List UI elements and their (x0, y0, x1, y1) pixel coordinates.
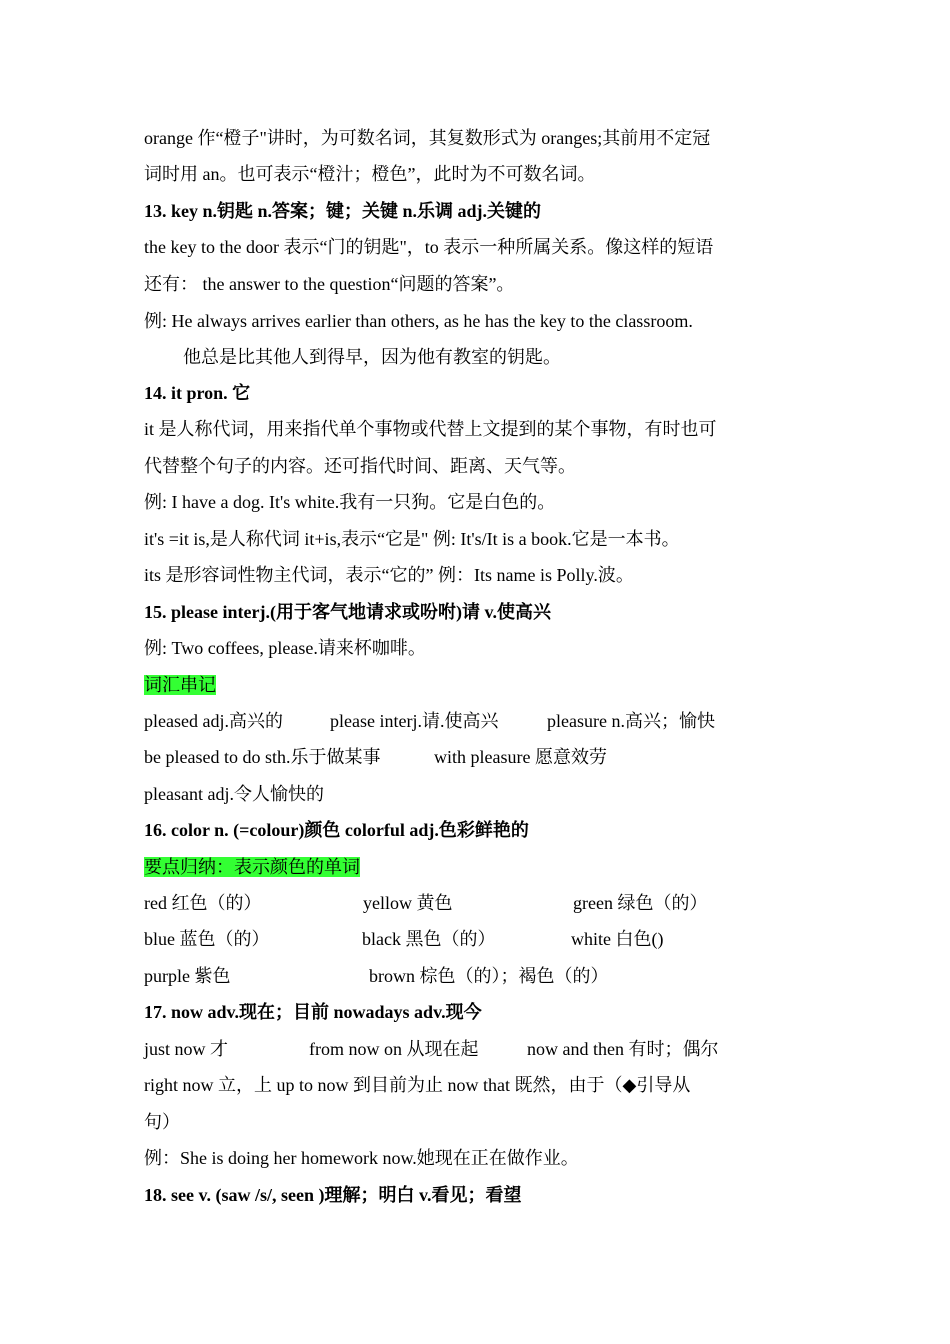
phrase-item: now and then 有时；偶尔 (527, 1039, 719, 1059)
entry-heading-now: 17. now adv.现在；目前 nowadays adv.现今 (144, 1002, 482, 1022)
section-label-colors (144, 855, 360, 879)
color-item: black 黑色（的） (362, 929, 496, 949)
color-item: purple 紫色 (144, 966, 231, 986)
text-line: 句） (144, 1112, 180, 1132)
vocab-item: please interj.请.使高兴 (330, 711, 499, 731)
color-item: yellow 黄色 (363, 893, 453, 913)
text-line: 代替整个句子的内容。还可指代时间、距离、天气等。 (144, 456, 576, 476)
phrase-item: just now 才 (144, 1039, 229, 1059)
vocab-item: be pleased to do sth.乐于做某事 (144, 747, 381, 767)
entry-heading-color: 16. color n. (=colour)颜色 colorful adj.色彩鲜艳的 (144, 820, 529, 840)
text-line: it's =it is,是人称代词 it+is,表示“它是" 例: It's/It is a book.它是一本书。 (144, 529, 680, 549)
color-item: blue 蓝色（的） (144, 929, 270, 949)
entry-heading-it: 14. it pron. 它 (144, 383, 251, 403)
text-line: 还有： the answer to the question“问题的答案”。 (144, 274, 515, 294)
text-line: orange 作“橙子"讲时，为可数名词，其复数形式为 oranges;其前用不定冠 (144, 128, 711, 148)
text-line: 词时用 an。也可表示“橙汁；橙色”，此时为不可数名词。 (144, 164, 596, 184)
vocab-item: pleasant adj.令人愉快的 (144, 784, 324, 804)
vocab-item: pleased adj.高兴的 (144, 711, 283, 731)
color-item: white 白色() (571, 929, 664, 949)
text-line: the key to the door 表示“门的钥匙"，to 表示一种所属关系。像这样的短语 (144, 237, 714, 257)
example-translation: 他总是比其他人到得早，因为他有教室的钥匙。 (183, 347, 561, 367)
text-line: right now 立，上 up to now 到目前为止 now that 既然，由于（◆引导从 (144, 1075, 691, 1095)
entry-heading-please: 15. please interj.(用于客气地请求或吩咐)请 v.使高兴 (144, 602, 551, 622)
color-item: red 红色（的） (144, 893, 262, 913)
example-sentence: 例: I have a dog. It's white.我有一只狗。它是白色的。 (144, 492, 556, 512)
vocab-item: pleasure n.高兴；愉快 (547, 711, 715, 731)
vocab-item: with pleasure 愿意效劳 (434, 747, 607, 767)
entry-heading-see: 18. see v. (saw /s/, seen )理解；明白 v.看见；看望 (144, 1185, 522, 1205)
color-item: green 绿色（的） (573, 893, 708, 913)
highlight-mark: 要点归纳：表示颜色的单词 (144, 857, 360, 877)
example-sentence: 例：She is doing her homework now.她现在正在做作业。 (144, 1148, 579, 1168)
color-item: brown 棕色（的）；褐色（的） (369, 966, 609, 986)
example-sentence: 例: Two coffees, please.请来杯咖啡。 (144, 638, 426, 658)
phrase-item: from now on 从现在起 (309, 1039, 479, 1059)
entry-heading-key: 13. key n.钥匙 n.答案；键；关键 n.乐调 adj.关键的 (144, 201, 542, 221)
highlight-mark: 词汇串记 (144, 675, 216, 695)
example-sentence: 例: He always arrives earlier than others, as he has the key to the classroom. (144, 311, 693, 331)
section-label-vocab (144, 673, 216, 697)
text-line: it 是人称代词，用来指代单个事物或代替上文提到的某个事物，有时也可 (144, 419, 717, 439)
text-line: its 是形容词性物主代词，表示“它的” 例：Its name is Polly.波。 (144, 565, 634, 585)
